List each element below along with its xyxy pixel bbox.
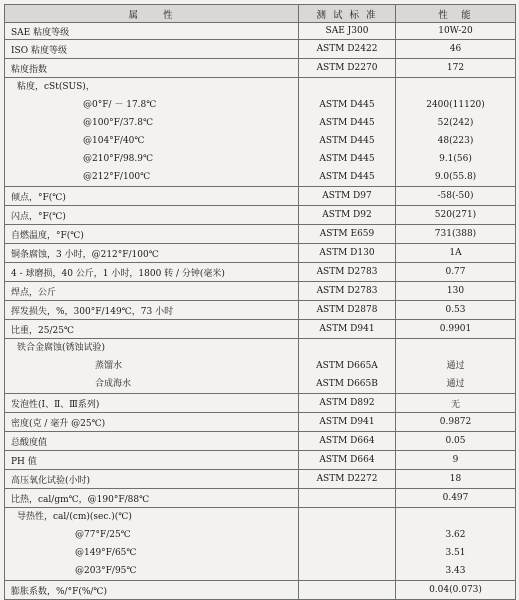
thermal-value: 3.62 bbox=[445, 530, 466, 540]
thermal-temp: @77°F/25℃ bbox=[75, 530, 131, 540]
row-property: 倾点，°F(℃) bbox=[5, 187, 299, 206]
row-value: 9 bbox=[396, 451, 516, 470]
table-row bbox=[5, 244, 516, 263]
viscosity-row bbox=[5, 78, 516, 187]
row-property: 比热，cal/gm℃，@190°F/88℃ bbox=[5, 489, 299, 508]
row-method: SAE J300 bbox=[299, 23, 396, 40]
viscosity-value: 9.1(56) bbox=[439, 154, 472, 164]
viscosity-method: ASTM D445 bbox=[319, 118, 375, 128]
viscosity-value: 48(223) bbox=[437, 136, 474, 146]
header-performance: 性 能 bbox=[396, 5, 516, 23]
table-row bbox=[5, 187, 516, 206]
row-value: 731(388) bbox=[396, 225, 516, 244]
table-row bbox=[5, 225, 516, 244]
thermal-method-cell bbox=[299, 508, 396, 581]
thermal-property-cell bbox=[5, 508, 299, 581]
table-row bbox=[5, 40, 516, 59]
row-value: 172 bbox=[396, 59, 516, 78]
viscosity-label: 粘度，cSt(SUS)， bbox=[17, 82, 95, 92]
viscosity-method: ASTM D445 bbox=[319, 154, 375, 164]
row-property: 挥发损失，%，300°F/149℃，73 小时 bbox=[5, 301, 299, 320]
row-method: ASTM D2270 bbox=[299, 59, 396, 78]
row-method: ASTM D92 bbox=[299, 206, 396, 225]
row-method: ASTM D2878 bbox=[299, 301, 396, 320]
row-property: PH 值 bbox=[5, 451, 299, 470]
table-row bbox=[5, 23, 516, 40]
viscosity-method: ASTM D445 bbox=[319, 100, 375, 110]
row-method: ASTM D2422 bbox=[299, 40, 396, 59]
header-method: 测 试 标 准 bbox=[299, 5, 396, 23]
table-row bbox=[5, 320, 516, 339]
row-property: 焊点，公斤 bbox=[5, 282, 299, 301]
row-property: ISO 粘度等级 bbox=[5, 40, 299, 59]
thermal-label: 导热性，cal/(cm)(sec.)(℃) bbox=[17, 512, 132, 522]
row-value: 0.9901 bbox=[396, 320, 516, 339]
rust-value: 通过 bbox=[446, 379, 465, 389]
row-value: 0.04(0.073) bbox=[396, 581, 516, 600]
table-row bbox=[5, 206, 516, 225]
thermal-temp: @149°F/65℃ bbox=[75, 548, 137, 558]
row-value: 0.497 bbox=[396, 489, 516, 508]
row-value: 0.53 bbox=[396, 301, 516, 320]
row-method bbox=[299, 489, 396, 508]
rust-method: ASTM D665A bbox=[316, 361, 378, 371]
row-property: 发泡性(Ⅰ、Ⅱ、Ⅲ系列) bbox=[5, 394, 299, 413]
row-method: ASTM D130 bbox=[299, 244, 396, 263]
table-row bbox=[5, 470, 516, 489]
viscosity-value: 52(242) bbox=[437, 118, 474, 128]
row-value: 无 bbox=[396, 394, 516, 413]
rust-value-cell bbox=[396, 339, 516, 394]
rust-label: 铁合金腐蚀(锈蚀试验) bbox=[17, 343, 106, 353]
rust-method: ASTM D665B bbox=[316, 379, 378, 389]
viscosity-property-cell bbox=[5, 78, 299, 187]
row-property: 闪点，°F(℃) bbox=[5, 206, 299, 225]
viscosity-method: ASTM D445 bbox=[319, 136, 375, 146]
rust-method-cell bbox=[299, 339, 396, 394]
row-method: ASTM D892 bbox=[299, 394, 396, 413]
viscosity-temp: @0°F/ － 17.8℃ bbox=[83, 100, 157, 110]
property-table bbox=[4, 4, 516, 600]
viscosity-temp: @104°F/40℃ bbox=[83, 136, 145, 146]
viscosity-value: 2400(11120) bbox=[426, 100, 485, 110]
row-method: ASTM D2783 bbox=[299, 263, 396, 282]
row-property: 自燃温度，°F(℃) bbox=[5, 225, 299, 244]
row-property: 粘度指数 bbox=[5, 59, 299, 78]
row-value: 0.05 bbox=[396, 432, 516, 451]
row-value: 18 bbox=[396, 470, 516, 489]
row-value: 0.77 bbox=[396, 263, 516, 282]
row-property: 膨胀系数，%/°F(%/℃) bbox=[5, 581, 299, 600]
row-method: ASTM D664 bbox=[299, 432, 396, 451]
row-method: ASTM D664 bbox=[299, 451, 396, 470]
viscosity-method-cell bbox=[299, 78, 396, 187]
row-value: 520(271) bbox=[396, 206, 516, 225]
viscosity-value: 9.0(55.8) bbox=[434, 172, 477, 182]
table-row bbox=[5, 394, 516, 413]
thermal-value-cell bbox=[396, 508, 516, 581]
table-row bbox=[5, 451, 516, 470]
rust-value: 通过 bbox=[446, 361, 465, 371]
row-value: 130 bbox=[396, 282, 516, 301]
header-property: 属 性 bbox=[5, 5, 299, 23]
row-property: 比重，25/25℃ bbox=[5, 320, 299, 339]
row-property: 高压氧化试验(小时) bbox=[5, 470, 299, 489]
row-method: ASTM D97 bbox=[299, 187, 396, 206]
table-header-row bbox=[5, 5, 516, 23]
row-method: ASTM E659 bbox=[299, 225, 396, 244]
thermal-row bbox=[5, 508, 516, 581]
row-value: 1A bbox=[396, 244, 516, 263]
row-value: 0.9872 bbox=[396, 413, 516, 432]
row-method: ASTM D2783 bbox=[299, 282, 396, 301]
row-property: SAE 粘度等级 bbox=[5, 23, 299, 40]
row-method: ASTM D941 bbox=[299, 413, 396, 432]
row-property: 铜条腐蚀，3 小时，@212°F/100℃ bbox=[5, 244, 299, 263]
viscosity-value-cell bbox=[396, 78, 516, 187]
thermal-value: 3.43 bbox=[445, 566, 466, 576]
viscosity-temp: @100°F/37.8℃ bbox=[83, 118, 154, 128]
rust-sub: 合成海水 bbox=[95, 379, 132, 389]
row-property: 4 - 球磨损，40 公斤，1 小时，1800 转 / 分钟(毫米) bbox=[5, 263, 299, 282]
row-value: 10W-20 bbox=[396, 23, 516, 40]
row-value: 46 bbox=[396, 40, 516, 59]
rust-sub: 蒸馏水 bbox=[95, 361, 123, 371]
row-method bbox=[299, 581, 396, 600]
viscosity-temp: @210°F/98.9℃ bbox=[83, 154, 154, 164]
thermal-temp: @203°F/95℃ bbox=[75, 566, 137, 576]
row-value: -58(-50) bbox=[396, 187, 516, 206]
row-property: 密度(克 / 毫升 @25℃) bbox=[5, 413, 299, 432]
thermal-value: 3.51 bbox=[445, 548, 466, 558]
rust-row bbox=[5, 339, 516, 394]
table-row bbox=[5, 59, 516, 78]
row-method: ASTM D2272 bbox=[299, 470, 396, 489]
table-row bbox=[5, 432, 516, 451]
table-row bbox=[5, 489, 516, 508]
table-row bbox=[5, 413, 516, 432]
viscosity-temp: @212°F/100℃ bbox=[83, 172, 151, 182]
table-row bbox=[5, 301, 516, 320]
row-property: 总酸度值 bbox=[5, 432, 299, 451]
row-method: ASTM D941 bbox=[299, 320, 396, 339]
table-row bbox=[5, 581, 516, 600]
viscosity-method: ASTM D445 bbox=[319, 172, 375, 182]
rust-property-cell bbox=[5, 339, 299, 394]
table-row bbox=[5, 282, 516, 301]
table-row bbox=[5, 263, 516, 282]
